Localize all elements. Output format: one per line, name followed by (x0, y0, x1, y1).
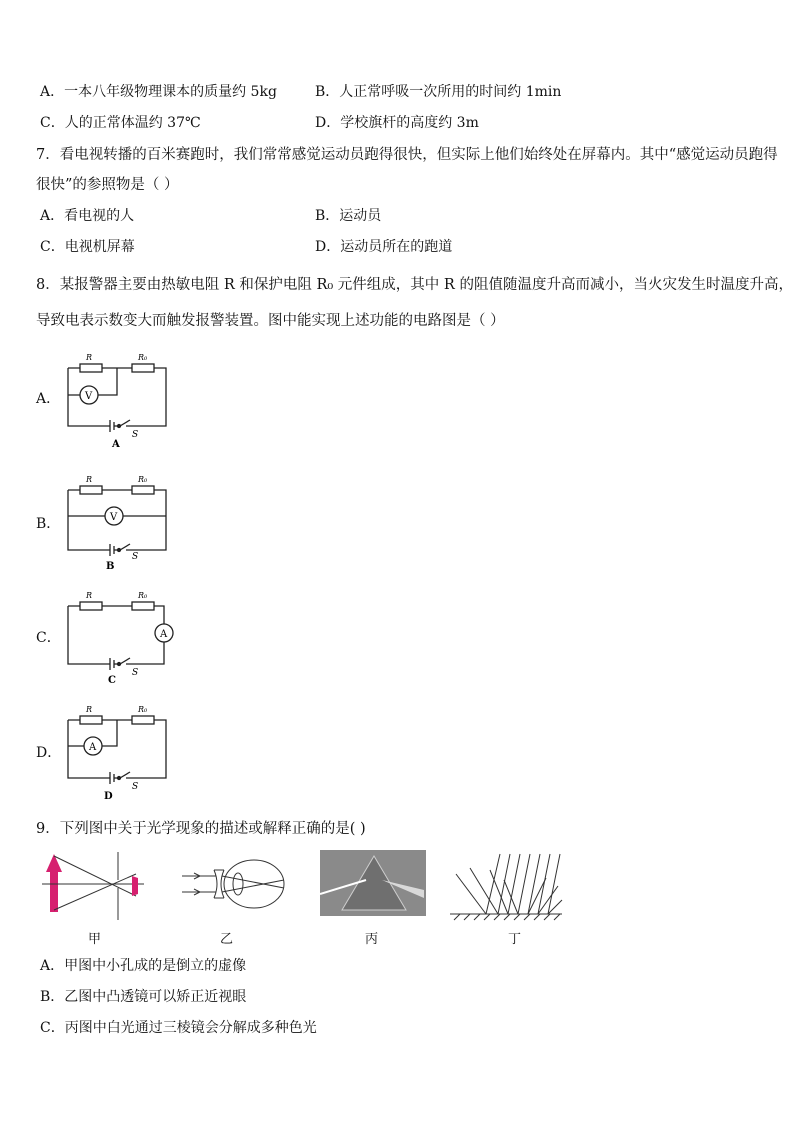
q6-option-b: B．人正常呼吸一次所用的时间约 1min (315, 84, 562, 100)
diffuse-reflection-figure (450, 850, 565, 922)
resistor-r-label: R (86, 705, 93, 714)
q6-option-d: D．学校旗杆的高度约 3m (315, 115, 479, 131)
switch-label: S (132, 552, 139, 562)
q6-option-a: A．一本八年级物理课本的质量约 5kg (40, 84, 277, 100)
q8-option-b-label: B． (36, 516, 61, 532)
q8-option-c-label: C． (36, 630, 61, 646)
fig-label-bing: 丙 (365, 932, 379, 947)
switch-label: S (132, 430, 139, 440)
q7-option-a: A．看电视的人 (40, 208, 135, 224)
voltmeter-label: V (110, 512, 118, 523)
switch-label: S (132, 668, 139, 678)
ammeter-label: A (160, 629, 168, 640)
circuit-tag: B (106, 561, 115, 572)
circuit-tag: A (112, 439, 120, 450)
prism-photo (320, 850, 426, 916)
fig-label-jia: 甲 (88, 932, 102, 947)
q8-option-d-label: D． (36, 745, 62, 761)
switch-label: S (132, 782, 139, 792)
q9-figure-row (40, 850, 580, 945)
circuit-diagram-d (60, 702, 180, 802)
resistor-r0-label: R₀ (138, 353, 148, 362)
q9-option-a: A．甲图中小孔成的是倒立的虚像 (40, 958, 247, 974)
resistor-r0-label: R₀ (138, 475, 148, 484)
q7-option-d: D．运动员所在的跑道 (315, 239, 453, 255)
fig-label-ding: 丁 (508, 932, 522, 947)
q9-option-b: B．乙图中凸透镜可以矫正近视眼 (40, 989, 247, 1005)
ammeter-label: A (89, 742, 97, 753)
circuit-diagram-b (60, 472, 180, 572)
q8-stem-line1: 8．某报警器主要由热敏电阻 R 和保护电阻 R₀ 元件组成，其中 R 的阻值随温度升高而减小，当火灾发生时温度升高， (36, 277, 793, 293)
resistor-r0-label: R₀ (138, 705, 148, 714)
circuit-tag: C (108, 675, 116, 686)
resistor-r-label: R (86, 475, 93, 484)
q9-stem: 9．下列图中关于光学现象的描述或解释正确的是( ) (36, 821, 366, 837)
q8-stem-line2: 导致电表示数变大而触发报警装置。图中能实现上述功能的电路图是（ ） (36, 313, 505, 329)
q8-option-a-label: A． (36, 391, 61, 407)
voltmeter-label: V (85, 391, 93, 402)
resistor-r-label: R (86, 591, 93, 600)
fig-label-yi: 乙 (220, 932, 234, 947)
q7-stem-line1: 7．看电视转播的百米赛跑时，我们常常感觉运动员跑得很快，但实际上他们始终处在屏幕内。其中“感觉运动员跑得 (36, 147, 778, 163)
eye-lens-figure (180, 850, 290, 925)
q7-option-b: B．运动员 (315, 208, 382, 224)
q7-option-c: C．电视机屏幕 (40, 239, 135, 255)
q6-option-c: C．人的正常体温约 37℃ (40, 115, 201, 131)
circuit-tag: D (104, 791, 113, 802)
circuit-diagram-a (60, 350, 180, 450)
q7-stem-line2: 很快”的参照物是（ ） (36, 177, 179, 193)
pinhole-figure (40, 850, 150, 925)
resistor-r0-label: R₀ (138, 591, 148, 600)
resistor-r-label: R (86, 353, 93, 362)
q9-option-c: C．丙图中白光通过三棱镜会分解成多种色光 (40, 1020, 317, 1036)
circuit-diagram-c (60, 588, 190, 688)
